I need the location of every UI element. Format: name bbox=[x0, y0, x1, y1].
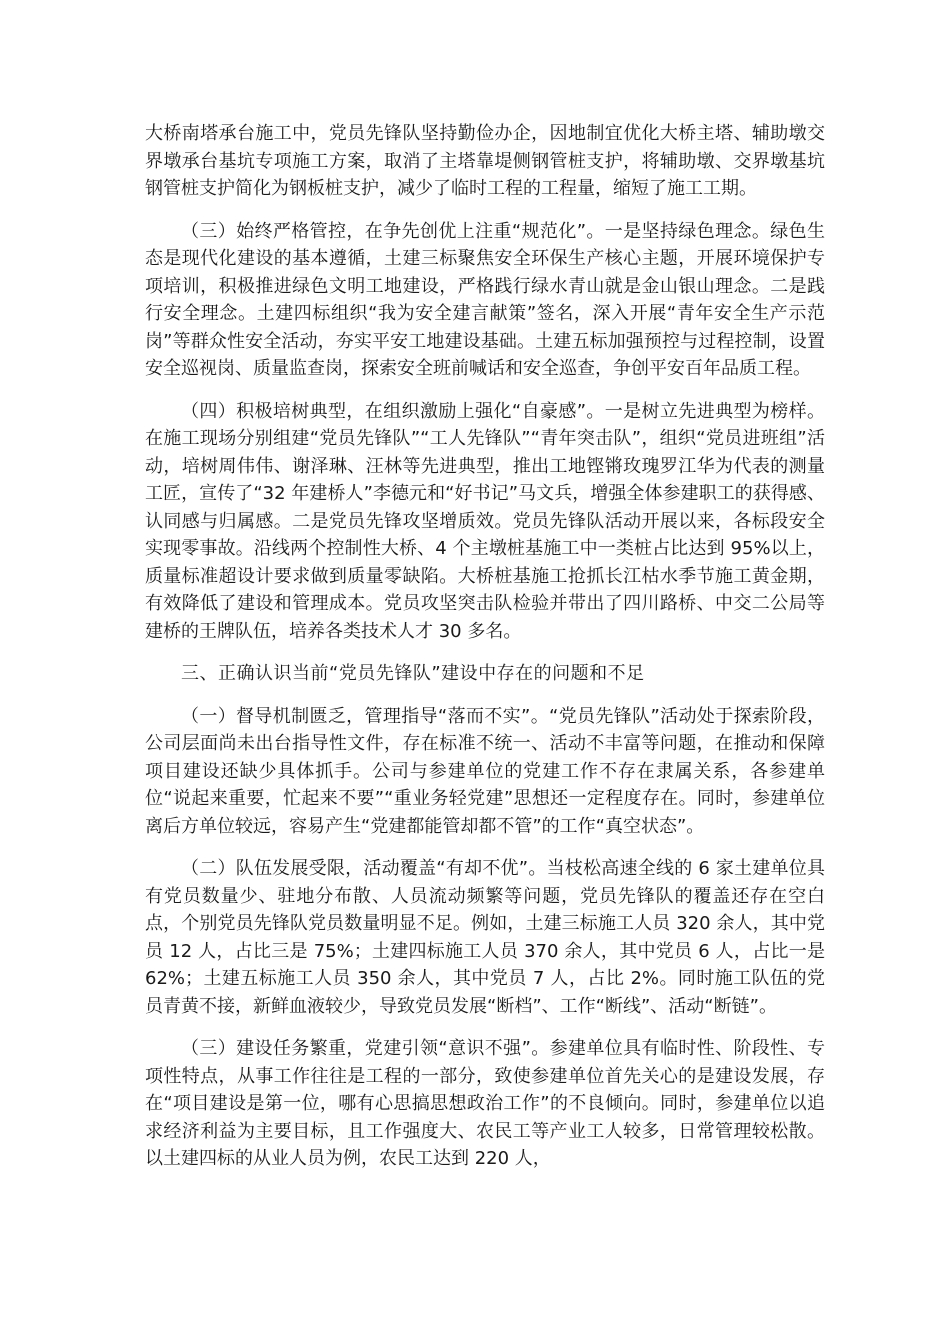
section-heading-3: 三、正确认识当前“党员先锋队”建设中存在的问题和不足 bbox=[181, 663, 645, 684]
paragraph-continuation: 大桥南塔承台施工中，党员先锋队坚持勤俭办企，因地制宜优化大桥主塔、辅助墩交界墩承台基坑专项施工方案，取消了主塔靠堤侧钢管桩支护，将辅助墩、交界墩基坑钢管桩支护简化为钢板桩支护，减少了临时工程的工程量，缩短了施工工期。 bbox=[145, 123, 825, 199]
paragraph-problem-1: （一）督导机制匮乏，管理指导“落而不实”。“党员先锋队”活动处于探索阶段，公司层面尚未出台指导性文件，存在标准不统一、活动不丰富等问题，在推动和保障项目建设还缺少具体抓手。公司与参建单位的党建工作不存在隶属关系，各参建单位“说起来重要，忙起来不要”“重业务轻党建”思想还一定程度存在。同时，参建单位离后方单位较远，容易产生“党建都能管却都不管”的工作“真空状态”。 bbox=[145, 705, 825, 837]
document-page bbox=[145, 120, 825, 1173]
paragraph-section-4: （四）积极培树典型，在组织激励上强化“自豪感”。一是树立先进典型为榜样。在施工现场分别组建“党员先锋队”“工人先锋队”“青年突击队”，组织“党员进班组”活动，培树周伟伟、谢泽琳、汪林等先进典型，推出工地铿锵玫瑰罗江华为代表的测量工匠，宣传了“32 年建桥人”李德元和“好书记”马文兵，增强全体参建职工的获得感、认同感与归属感。二是党员先锋攻坚增质效。党员先锋队活动开展以来，各标段安全实现零事故。沿线两个控制性大桥、4 个主墩桩基施工中一类桩占比达到 95%以上，质量标准超设计要求做到质量零缺陷。大桥桩基施工抢抓长江枯水季节施工黄金期，有效降低了建设和管理成本。党员攻坚突击队检验并带出了四川路桥、中交二公局等建桥的王牌队伍，培养各类技术人才 30 多名。 bbox=[145, 400, 825, 642]
paragraph-problem-3: （三）建设任务繁重，党建引领“意识不强”。参建单位具有临时性、阶段性、专项性特点，从事工作往往是工程的一部分，致使参建单位首先关心的是建设发展，存在“项目建设是第一位，哪有心思搞思想政治工作”的不良倾向。同时，参建单位以追求经济利益为主要目标，且工作强度大、农民工等产业工人较多，日常管理较松散。以土建四标的从业人员为例，农民工达到 220 人， bbox=[145, 1038, 825, 1169]
paragraph-problem-2: （二）队伍发展受限，活动覆盖“有却不优”。当枝松高速全线的 6 家土建单位具有党员数量少、驻地分布散、人员流动频繁等问题，党员先锋队的覆盖还存在空白点，个别党员先锋队党员数量明显不足。例如，土建三标施工人员 320 余人，其中党员 12 人，占比三是 75%；土建四标施工人员 370 余人，其中党员 6 人，占比一是 62%；土建五标施工人员 350 余人，其中党员 7 人，占比 2%。同时施工队伍的党员青黄不接，新鲜血液较少，导致党员发展“断档”、工作“断线”、活动“断链”。 bbox=[145, 858, 825, 1017]
paragraph-section-3: （三）始终严格管控，在争先创优上注重“规范化”。一是坚持绿色理念。绿色生态是现代化建设的基本遵循，土建三标聚焦安全环保生产核心主题，开展环境保护专项培训，积极推进绿色文明工地建设，严格践行绿水青山就是金山银山理念。二是践行安全理念。土建四标组织“我为安全建言献策”签名，深入开展“青年安全生产示范岗”等群众性安全活动，夯实平安工地建设基础。土建五标加强预控与过程控制，设置安全巡视岗、质量监查岗，探索安全班前喊话和安全巡查，争创平安百年品质工程。 bbox=[145, 220, 825, 379]
